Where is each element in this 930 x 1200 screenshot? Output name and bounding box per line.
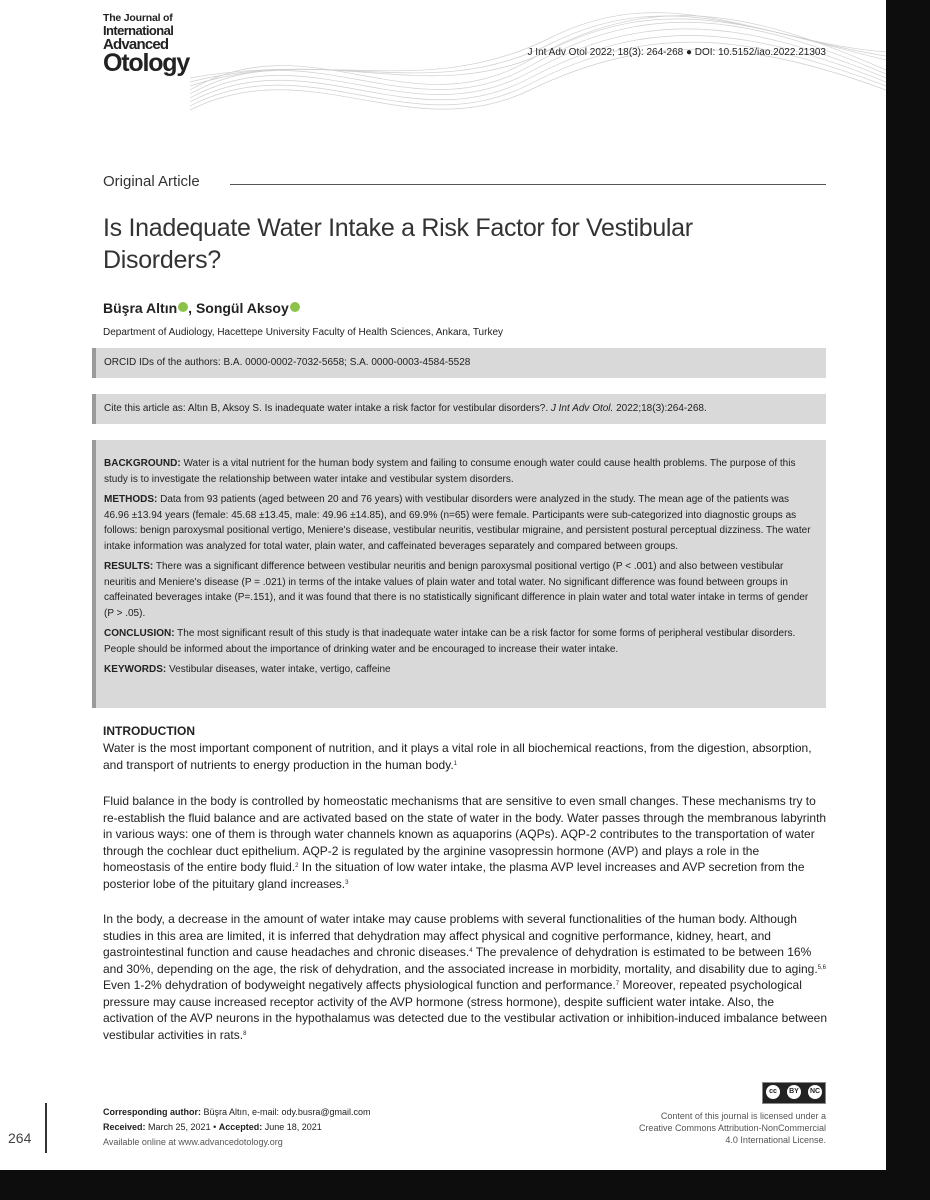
license-line-3: 4.0 International License.	[725, 1135, 826, 1145]
author-separator: ,	[188, 300, 196, 316]
p3d-text: Moreover, repeated psychological pressure may cause increased receptor activity of the AVP hormone (stress hormone), despite sufficient water intake. Also, the activation of the AVP neurons in the hypothalamus was detected due to the vestibular activation or inhibition-induced imbalance between vestibular activities in rats.	[103, 978, 828, 1042]
p2a-text: Fluid balance in the body is controlled by homeostatic mechanisms that are sensitive to even small changes. These mechanisms try to re-establish the fluid balance and are activated based on the state of water in the body. Water passes through the membranous labyrinth in various ways: one of them is through water channels known as aquaporins (AQPs). AQP-2 contributes to the transportation of water through the cochlear duct epithelium. AQP-2 is regulated by the arginine vasopressin hormone (AVP) and plays a role in the homeostasis of the entire body fluid.	[103, 794, 827, 874]
author-list	[103, 300, 300, 316]
reference-marker[interactable]: 5,6	[817, 964, 827, 971]
reference-marker[interactable]: 8	[243, 1030, 247, 1037]
license-line-1: Content of this journal is licensed under a	[660, 1111, 826, 1121]
conclusion-text: The most significant result of this study is that inadequate water intake can be a risk factor for some forms of peripheral vestibular disorders. People should be informed about the importance of drinking water and be encouraged to increase their water intake.	[104, 628, 796, 655]
keywords-label: KEYWORDS:	[104, 664, 167, 675]
conclusion-label: CONCLUSION:	[104, 628, 175, 639]
reference-marker[interactable]: 7	[615, 981, 620, 987]
intro-paragraph-2	[103, 793, 828, 892]
nc-icon: NC	[808, 1085, 822, 1099]
box-accent	[92, 394, 96, 424]
accepted-text: June 18, 2021	[262, 1122, 322, 1132]
received-label: Received:	[103, 1122, 146, 1132]
box-accent	[92, 440, 96, 708]
reference-marker[interactable]: 4	[469, 948, 473, 954]
reference-marker[interactable]: 1	[453, 760, 458, 767]
accepted-label: Accepted:	[218, 1122, 263, 1132]
p1-text: Water is the most important component of nutrition, and it plays a vital role in all biochemical reactions, from the digestion, absorption, and transport of nutrients to energy production in the human body.	[103, 741, 812, 772]
journal-logo	[103, 13, 193, 76]
background-edge	[886, 0, 930, 1200]
keywords-text: Vestibular diseases, water intake, vertigo, caffeine	[166, 664, 391, 675]
orcid-text: ORCID IDs of the authors: B.A. 0000-0002-7032-5658; S.A. 0000-0003-4584-5528	[104, 357, 471, 368]
corresponding-label: Corresponding author:	[103, 1107, 201, 1117]
p3c-text: Even 1-2% dehydration of bodyweight negatively affects physiological function and performance.	[103, 978, 616, 992]
background-text: Water is a vital nutrient for the human body system and failing to consume enough water could cause health problems. The purpose of this study is to investigate the relationship between water intake and vestibular system disorders.	[104, 458, 796, 485]
journal-citation: J Int Adv Otol 2022; 18(3): 264-268 ● DOI: 10.5152/iao.2022.21303	[527, 47, 826, 58]
intro-paragraph-1	[103, 740, 828, 773]
reference-marker[interactable]: 3	[345, 879, 349, 886]
section-divider	[230, 184, 826, 185]
logo-line-3: Advanced	[103, 35, 169, 53]
orcid-box	[92, 348, 826, 378]
methods-label: METHODS:	[104, 494, 158, 505]
introduction-heading: INTRODUCTION	[103, 724, 195, 738]
corresponding-text: Büşra Altın, e-mail: ody.busra@gmail.com	[201, 1107, 371, 1117]
results-label: RESULTS:	[104, 561, 154, 572]
author-name: Songül Aksoy	[195, 300, 289, 316]
p2b-text: In the situation of low water intake, the plasma AVP level increases and AVP secretion from the posterior lobe of the pituitary gland increases.	[103, 860, 805, 891]
logo-line-4: Otology	[103, 48, 190, 77]
cite-prefix: Cite this article as: Altın B, Aksoy S. Is inadequate water intake a risk factor for vestibular disorders?.	[104, 403, 551, 414]
cite-journal: J Int Adv Otol.	[550, 403, 614, 414]
dates	[103, 1120, 371, 1135]
methods-text: Data from 93 patients (aged between 20 and 76 years) with vestibular disorders were analyzed in the study. The mean age of the patients was 46.96 ±13.94 years (female: 45.68 ±13.45, male: 49.96 ±14.85), and 69.9% (n=65) were female. Participants were sub-categorized into diagnostic groups as follows: benign paroxysmal positional vertigo, Meniere's disease, vestibular neuritis, vestibular migraine, and persistent postural perceptual dizziness. The water intake information was analyzed for total water, plain water, and caffeinated beverages separately and compared between groups.	[104, 494, 811, 552]
license-text	[566, 1110, 826, 1146]
background-label: BACKGROUND:	[104, 458, 181, 469]
abstract-background	[104, 456, 814, 487]
cite-suffix: 2022;18(3):264-268.	[613, 403, 707, 414]
background-edge	[0, 1170, 930, 1200]
orcid-icon[interactable]	[178, 302, 188, 312]
reference-marker[interactable]: 2	[295, 863, 299, 869]
license-line-2[interactable]: Creative Commons Attribution-NonCommercial	[638, 1123, 826, 1133]
abstract-methods	[104, 492, 814, 554]
p3b-text: The prevalence of dehydration is estimated to be between 16% and 30%, depending on the age, the risk of dehydration, and the associated increase in morbidity, mortality, and disability due to aging.	[103, 945, 818, 976]
orcid-icon[interactable]	[290, 302, 300, 312]
footer-info	[103, 1105, 371, 1150]
corresponding-author	[103, 1105, 371, 1120]
page-number: 264	[8, 1130, 32, 1146]
intro-paragraph-3	[103, 911, 828, 1043]
box-accent	[92, 348, 96, 378]
p3a-text: In the body, a decrease in the amount of water intake may cause problems with several functionalities of the human body. Although studies in this area are limited, it is inferred that dehydration may affect physical and cognitive performance, kidney, heart, and gastrointestinal function and cause headaches and chronic diseases.	[103, 912, 797, 959]
results-text: There was a significant difference between vestibular neuritis and benign paroxysmal positional vertigo (P < .001) and also between vestibular neuritis and Meniere's disease (P = .021) in terms of the intake values of plain water and total water. No significant difference was found between groups in caffeinated beverages intake (P=.151), and it was found that there is no statistically significant difference in plain water and total water intake in terms of gender (P > .05).	[104, 561, 809, 619]
affiliation: Department of Audiology, Hacettepe University Faculty of Health Sciences, Ankara, Turkey	[103, 327, 504, 338]
decorative-wave-graphic	[190, 0, 886, 150]
author-name: Büşra Altın	[103, 300, 178, 316]
by-icon: BY	[787, 1085, 801, 1099]
abstract-conclusion	[104, 626, 814, 657]
article-title: Is Inadequate Water Intake a Risk Factor for Vestibular Disorders?	[103, 214, 693, 274]
abstract-keywords	[104, 662, 814, 678]
abstract-results	[104, 559, 814, 621]
page-number-rule	[45, 1103, 47, 1153]
cite-box	[92, 394, 826, 424]
abstract-box	[92, 440, 826, 708]
logo-line-2: International	[103, 22, 174, 38]
logo-line-1: The Journal of	[103, 12, 173, 24]
article-type: Original Article	[103, 173, 200, 190]
cc-license-icon[interactable]	[762, 1082, 826, 1104]
cc-icon: cc	[766, 1085, 780, 1099]
received-text: March 25, 2021 •	[145, 1122, 219, 1132]
available-online: Available online at www.advancedotology.org	[103, 1137, 283, 1147]
